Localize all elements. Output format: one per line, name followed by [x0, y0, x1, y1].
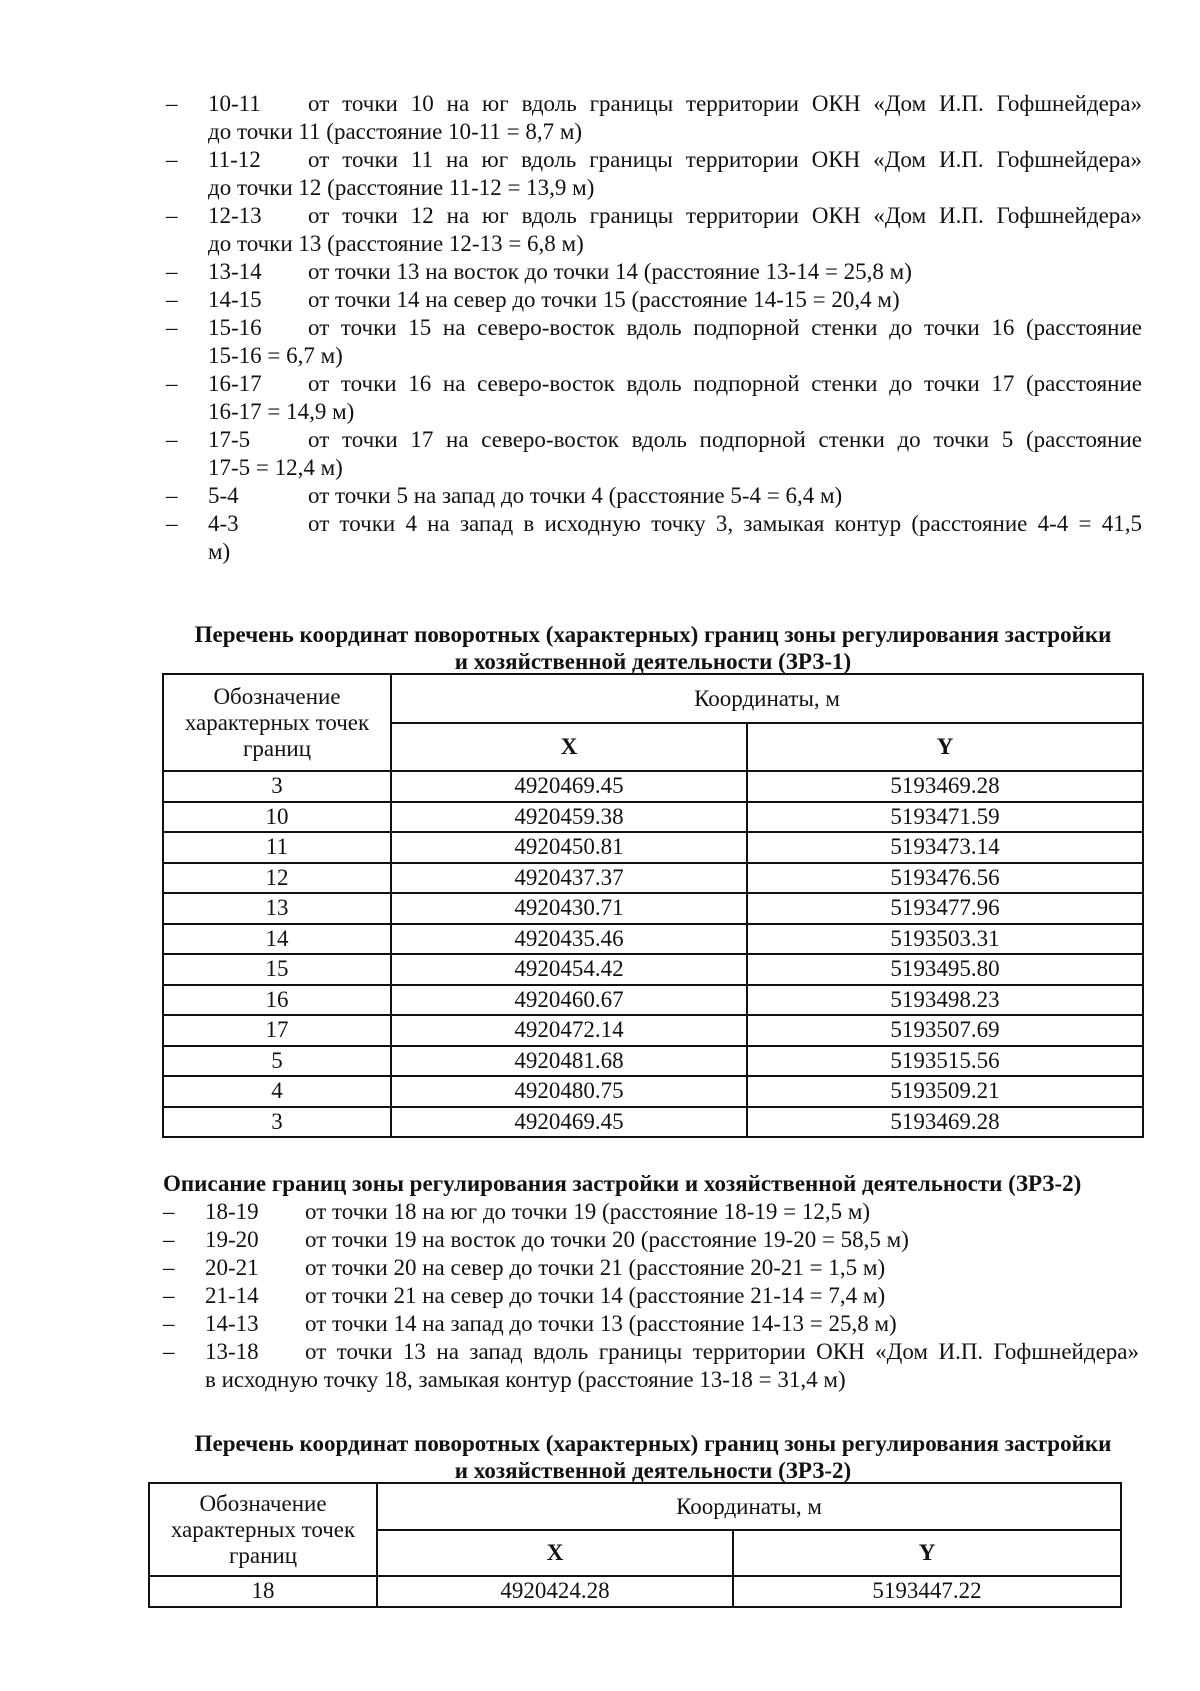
segment-code: 10-11 — [208, 91, 261, 116]
list-item-line — [208, 258, 1142, 286]
col-header-point: Обозначение характерных точек границ — [149, 1483, 377, 1576]
cell-x: 4920469.45 — [391, 771, 747, 802]
cell-point: 4 — [163, 1076, 391, 1107]
cell-x: 4920459.38 — [391, 802, 747, 833]
section2-title: Описание границ зоны регулирования застройки и хозяйственной деятельности (ЗРЗ-2) — [163, 1171, 1082, 1196]
cell-point: 14 — [163, 924, 391, 955]
cell-x: 4920472.14 — [391, 1015, 747, 1046]
list-item-line — [208, 426, 1142, 454]
list-item — [163, 1226, 1139, 1254]
list-item-line — [208, 286, 1142, 314]
list-item — [163, 1198, 1139, 1226]
list-item — [166, 286, 1142, 314]
list-item-line — [208, 482, 1142, 510]
list-dash: – — [163, 1311, 175, 1336]
cell-x: 4920435.46 — [391, 924, 747, 955]
segment-description: от точки 5 на запад до точки 4 (расстояние 5-4 = 6,4 м) — [308, 483, 843, 508]
segment-description-continued: 15-16 = 6,7 м) — [208, 343, 343, 368]
cell-y: 5193476.56 — [747, 863, 1143, 894]
cell-y: 5193503.31 — [747, 924, 1143, 955]
col-header-x: X — [391, 723, 747, 771]
list-dash: – — [163, 1227, 175, 1252]
list-item-line — [208, 510, 1142, 538]
col-header-coordinates: Координаты, м — [391, 674, 1143, 723]
table-row — [163, 802, 1143, 833]
table-row — [163, 893, 1143, 924]
list-item-line — [205, 1310, 1139, 1338]
table-row — [163, 1107, 1143, 1138]
table-row — [163, 985, 1143, 1016]
boundary-description-list-zrz2 — [163, 1198, 1139, 1394]
table-row — [163, 832, 1143, 863]
cell-point: 16 — [163, 985, 391, 1016]
cell-y: 5193469.28 — [747, 771, 1143, 802]
cell-y: 5193509.21 — [747, 1076, 1143, 1107]
segment-description: от точки 20 на север до точки 21 (расстояние 20-21 = 1,5 м) — [305, 1255, 886, 1280]
segment-description-continued: до точки 13 (расстояние 12-13 = 6,8 м) — [208, 231, 584, 256]
segment-description-continued: до точки 12 (расстояние 11-12 = 13,9 м) — [208, 175, 595, 200]
list-item-line — [205, 1226, 1139, 1254]
list-dash: – — [163, 1199, 175, 1224]
list-dash: – — [166, 511, 178, 536]
cell-x: 4920424.28 — [377, 1576, 733, 1607]
segment-code: 15-16 — [208, 315, 262, 340]
cell-x: 4920450.81 — [391, 832, 747, 863]
table-row — [163, 924, 1143, 955]
list-item — [163, 1282, 1139, 1310]
list-dash: – — [166, 315, 178, 340]
cell-y: 5193507.69 — [747, 1015, 1143, 1046]
cell-point: 15 — [163, 954, 391, 985]
segment-description-continued: 16-17 = 14,9 м) — [208, 399, 355, 424]
cell-y: 5193469.28 — [747, 1107, 1143, 1138]
cell-point: 3 — [163, 771, 391, 802]
segment-code: 14-13 — [205, 1311, 259, 1336]
list-dash: – — [166, 427, 178, 452]
list-dash: – — [166, 203, 178, 228]
list-item — [166, 202, 1142, 258]
segment-description: от точки 4 на запад в исходную точку 3, замыкая контур (расстояние 4-4 = 41,5 — [308, 511, 1142, 536]
cell-x: 4920480.75 — [391, 1076, 747, 1107]
segment-description: от точки 16 на северо-восток вдоль подпорной стенки до точки 17 (расстояние — [308, 371, 1142, 396]
list-dash: – — [166, 483, 178, 508]
segment-description-continued: м) — [208, 539, 231, 564]
table-row — [163, 1076, 1143, 1107]
cell-x: 4920481.68 — [391, 1046, 747, 1077]
list-item-line — [208, 314, 1142, 342]
list-item-line — [205, 1254, 1139, 1282]
list-dash: – — [163, 1283, 175, 1308]
cell-y: 5193471.59 — [747, 802, 1143, 833]
list-item — [166, 146, 1142, 202]
list-item-line — [208, 370, 1142, 398]
table-row — [163, 863, 1143, 894]
table2-title-line2: и хозяйственной деятельности (ЗРЗ-2) — [454, 1458, 852, 1483]
cell-x: 4920454.42 — [391, 954, 747, 985]
table-row — [163, 1046, 1143, 1077]
list-item-line — [208, 90, 1142, 118]
cell-point: 11 — [163, 832, 391, 863]
segment-description: от точки 15 на северо-восток вдоль подпорной стенки до точки 16 (расстояние — [308, 315, 1142, 340]
col-header-x: X — [377, 1530, 733, 1576]
table1-title — [160, 621, 1146, 675]
segment-description: от точки 13 на запад вдоль границы территории ОКН «Дом И.П. Гофшнейдера» — [305, 1339, 1139, 1364]
segment-code: 21-14 — [205, 1283, 259, 1308]
list-dash: – — [166, 371, 178, 396]
list-item — [166, 482, 1142, 510]
cell-y: 5193473.14 — [747, 832, 1143, 863]
segment-description: от точки 12 на юг вдоль границы территории ОКН «Дом И.П. Гофшнейдера» — [308, 203, 1142, 228]
cell-point: 10 — [163, 802, 391, 833]
list-dash: – — [166, 147, 178, 172]
cell-y: 5193498.23 — [747, 985, 1143, 1016]
segment-description-continued: 17-5 = 12,4 м) — [208, 455, 343, 480]
list-dash: – — [166, 259, 178, 284]
cell-point: 12 — [163, 863, 391, 894]
cell-point: 5 — [163, 1046, 391, 1077]
segment-code: 18-19 — [205, 1199, 259, 1224]
col-header-y: Y — [747, 723, 1143, 771]
list-item-line — [208, 146, 1142, 174]
cell-y: 5193495.80 — [747, 954, 1143, 985]
list-item — [166, 258, 1142, 286]
list-item — [166, 314, 1142, 370]
segment-code: 5-4 — [208, 483, 239, 508]
list-item — [163, 1338, 1139, 1394]
list-dash: – — [166, 91, 178, 116]
cell-point: 3 — [163, 1107, 391, 1138]
cell-point: 18 — [149, 1576, 377, 1607]
segment-description: от точки 17 на северо-восток вдоль подпорной стенки до точки 5 (расстояние — [308, 427, 1142, 452]
coordinates-table-zrz2 — [148, 1482, 1122, 1608]
table-row — [163, 954, 1143, 985]
cell-y: 5193515.56 — [747, 1046, 1143, 1077]
segment-code: 17-5 — [208, 427, 251, 452]
cell-x: 4920460.67 — [391, 985, 747, 1016]
segment-description: от точки 14 на север до точки 15 (расстояние 14-15 = 20,4 м) — [308, 287, 900, 312]
table2-title-line1: Перечень координат поворотных (характерных) границ зоны регулирования застройки — [194, 1431, 1112, 1456]
cell-x: 4920469.45 — [391, 1107, 747, 1138]
segment-code: 13-14 — [208, 259, 262, 284]
col-header-coordinates: Координаты, м — [377, 1483, 1121, 1530]
segment-code: 4-3 — [208, 511, 239, 536]
list-item — [166, 90, 1142, 146]
list-item — [166, 370, 1142, 426]
list-item — [166, 510, 1142, 566]
list-item — [163, 1254, 1139, 1282]
list-dash: – — [163, 1255, 175, 1280]
list-dash: – — [163, 1339, 175, 1364]
table1-title-line2: и хозяйственной деятельности (ЗРЗ-1) — [454, 649, 852, 674]
boundary-description-list-zrz1 — [166, 90, 1142, 566]
segment-code: 11-12 — [208, 147, 261, 172]
table1-title-line1: Перечень координат поворотных (характерных) границ зоны регулирования застройки — [194, 622, 1112, 647]
segment-code: 13-18 — [205, 1339, 259, 1364]
coordinates-table-zrz1 — [162, 673, 1144, 1138]
segment-description: от точки 18 на юг до точки 19 (расстояние 18-19 = 12,5 м) — [305, 1199, 871, 1224]
segment-code: 20-21 — [205, 1255, 259, 1280]
segment-code: 14-15 — [208, 287, 262, 312]
segment-description: от точки 11 на юг вдоль границы территории ОКН «Дом И.П. Гофшнейдера» — [308, 147, 1142, 172]
list-dash: – — [166, 287, 178, 312]
segment-description: от точки 14 на запад до точки 13 (расстояние 14-13 = 25,8 м) — [305, 1311, 897, 1336]
segment-description: от точки 13 на восток до точки 14 (расстояние 13-14 = 25,8 м) — [308, 259, 912, 284]
segment-description: от точки 10 на юг вдоль границы территории ОКН «Дом И.П. Гофшнейдера» — [308, 91, 1142, 116]
list-item — [166, 426, 1142, 482]
segment-description-continued: в исходную точку 18, замыкая контур (расстояние 13-18 = 31,4 м) — [205, 1367, 846, 1392]
table-row — [149, 1576, 1121, 1607]
cell-x: 4920437.37 — [391, 863, 747, 894]
cell-x: 4920430.71 — [391, 893, 747, 924]
list-item-line — [205, 1338, 1139, 1366]
list-item-line — [205, 1198, 1139, 1226]
table-row — [163, 1015, 1143, 1046]
cell-y: 5193477.96 — [747, 893, 1143, 924]
segment-code: 19-20 — [205, 1227, 259, 1252]
col-header-y: Y — [733, 1530, 1121, 1576]
cell-y: 5193447.22 — [733, 1576, 1121, 1607]
col-header-point: Обозначение характерных точек границ — [163, 674, 391, 771]
table-row — [163, 771, 1143, 802]
segment-description-continued: до точки 11 (расстояние 10-11 = 8,7 м) — [208, 119, 583, 144]
list-item — [163, 1310, 1139, 1338]
table2-title — [160, 1430, 1146, 1484]
segment-description: от точки 19 на восток до точки 20 (расстояние 19-20 = 58,5 м) — [305, 1227, 909, 1252]
segment-code: 12-13 — [208, 203, 262, 228]
cell-point: 17 — [163, 1015, 391, 1046]
cell-point: 13 — [163, 893, 391, 924]
segment-code: 16-17 — [208, 371, 262, 396]
segment-description: от точки 21 на север до точки 14 (расстояние 21-14 = 7,4 м) — [305, 1283, 886, 1308]
list-item-line — [205, 1282, 1139, 1310]
list-item-line — [208, 202, 1142, 230]
